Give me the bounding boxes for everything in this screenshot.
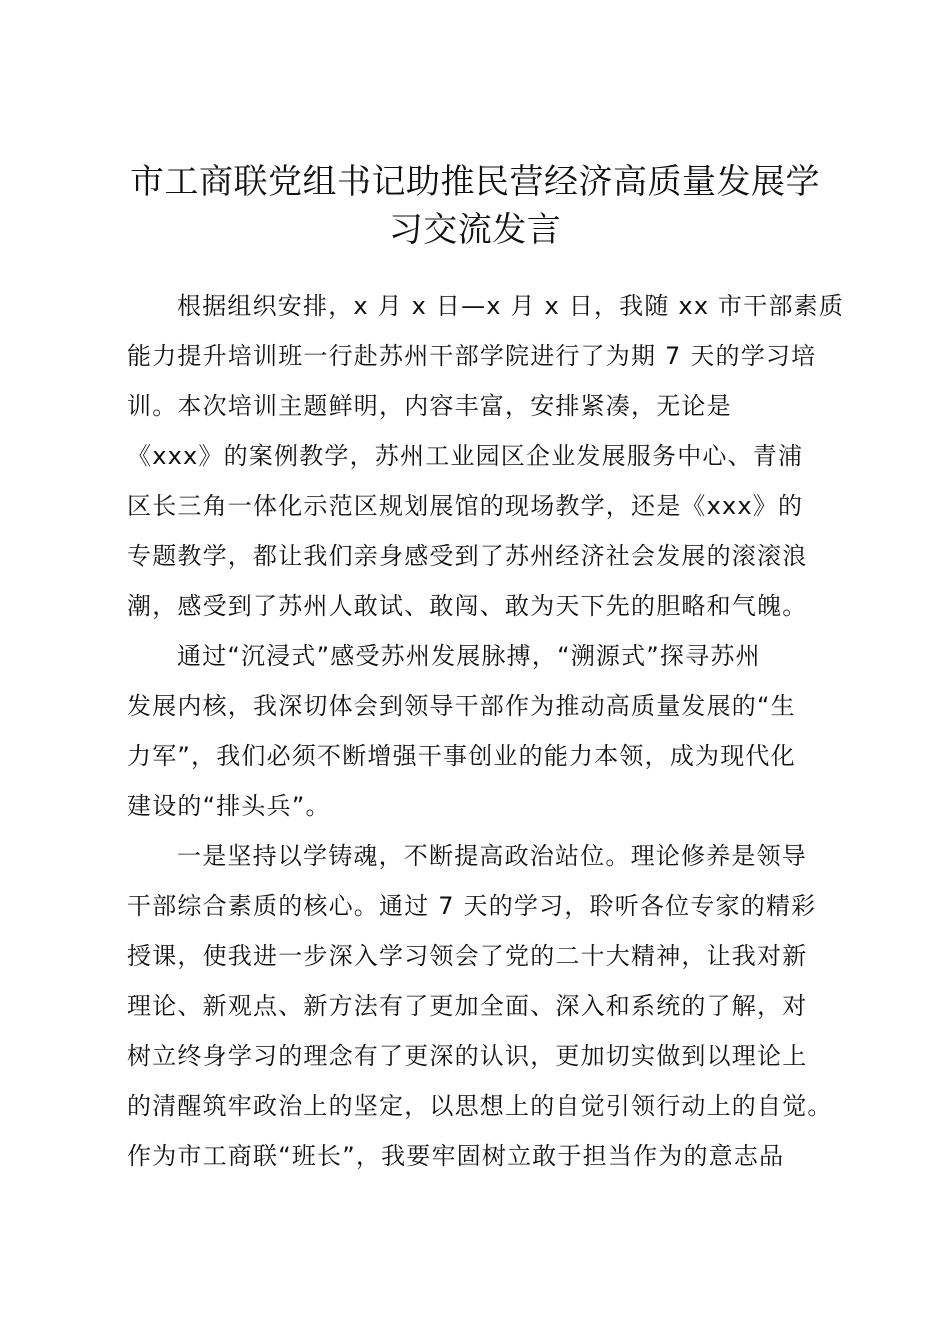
- paragraph-1-line-6: 专题教学，都让我们亲身感受到了苏州经济社会发展的滚滚浪: [127, 542, 808, 570]
- paragraph-2-line-2: 发展内核，我深切体会到领导干部作为推动高质量发展的“生: [127, 692, 796, 720]
- paragraph-3-line-7: 作为市工商联“班长”，我要牢固树立敢于担当作为的意志品: [127, 1142, 785, 1170]
- paragraph-1-line-7: 潮，感受到了苏州人敢试、敢闯、敢为天下先的胆略和气魄。: [127, 592, 808, 620]
- document-title-line-1: 市工商联党组书记助推民营经济高质量发展学: [130, 162, 820, 202]
- paragraph-3-line-1: 一是坚持以学铸魂，不断提高政治站位。理论修养是领导: [177, 842, 807, 870]
- paragraph-3-line-4: 理论、新观点、新方法有了更加全面、深入和系统的了解，对: [127, 992, 808, 1020]
- paragraph-3-line-6: 的清醒筑牢政治上的坚定，以思想上的自觉引领行动上的自觉。: [127, 1092, 833, 1120]
- paragraph-2-line-1: 通过“沉浸式”感受苏州发展脉搏，“溯源式”探寻苏州: [177, 642, 761, 670]
- paragraph-3-line-5: 树立终身学习的理念有了更深的认识，更加切实做到以理论上: [127, 1042, 808, 1070]
- paragraph-1-line-3: 训。本次培训主题鲜明，内容丰富，安排紧凑，无论是: [127, 392, 732, 420]
- paragraph-1-line-5: 区长三角一体化示范区规划展馆的现场教学，还是《xxx》的: [127, 492, 804, 520]
- paragraph-2-line-3: 力军”，我们必须不断增强干事创业的能力本领，成为现代化: [127, 742, 796, 770]
- paragraph-1-line-2: 能力提升培训班一行赴苏州干部学院进行了为期 7 天的学习培: [127, 342, 817, 370]
- paragraph-2-line-4: 建设的“排头兵”。: [127, 792, 331, 820]
- paragraph-1-line-1: 根据组织安排，x 月 x 日—x 月 x 日，我随 xx 市干部素质: [177, 292, 845, 320]
- document-title-line-2: 习交流发言: [388, 210, 562, 250]
- paragraph-1-line-4: 《xxx》的案例教学，苏州工业园区企业发展服务中心、青浦: [127, 442, 804, 470]
- paragraph-3-line-2: 干部综合素质的核心。通过 7 天的学习，聆听各位专家的精彩: [127, 892, 817, 920]
- paragraph-3-line-3: 授课，使我进一步深入学习领会了党的二十大精神，让我对新: [127, 942, 808, 970]
